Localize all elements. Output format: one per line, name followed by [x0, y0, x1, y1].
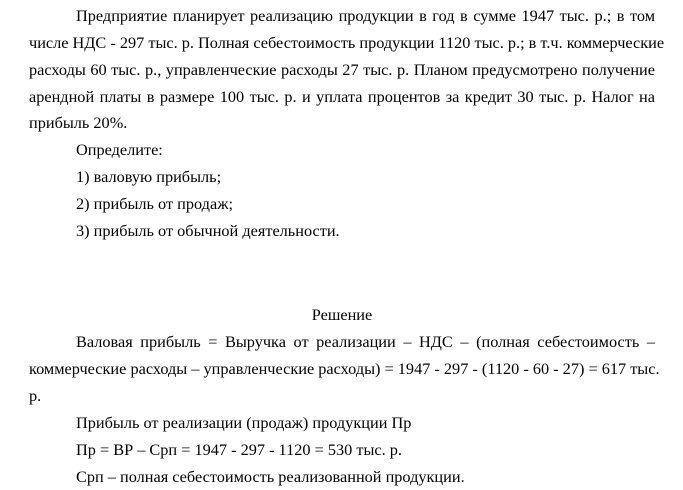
problem-line-3: расходы 60 тыс. р., управленческие расходы 27 тыс. р. Планом предусмотрено получение	[29, 60, 655, 79]
task-item-2: 2) прибыль от продаж;	[76, 194, 233, 213]
srp-definition: Срп – полная себестоимость реализованной продукции.	[76, 467, 465, 486]
gross-profit-line-1: Валовая прибыль = Выручка от реализации – НДС – (полная себестоимость –	[76, 332, 655, 351]
sales-profit-title: Прибыль от реализации (продаж) продукции Пр	[76, 413, 412, 432]
problem-line-1: Предприятие планирует реализацию продукции в год в сумме 1947 тыс. р.; в том	[76, 6, 655, 25]
task-heading: Определите:	[76, 140, 163, 159]
gross-profit-line-3: р.	[29, 386, 42, 405]
problem-line-5: прибыль 20%.	[29, 113, 128, 132]
gross-profit-line-2: коммерческие расходы – управленческие расходы) = 1947 - 297 - (1120 - 60 - 27) = 617 тыс.	[29, 359, 660, 378]
sales-profit-formula: Пр = ВР – Срп = 1947 - 297 - 1120 = 530 тыс. р.	[76, 440, 402, 459]
problem-line-4: арендной платы в размере 100 тыс. р. и уплата процентов за кредит 30 тыс. р. Налог на	[29, 87, 655, 106]
task-item-3: 3) прибыль от обычной деятельности.	[76, 221, 340, 240]
problem-line-2: числе НДС - 297 тыс. р. Полная себестоимость продукции 1120 тыс. р.; в т.ч. коммерческие	[29, 33, 665, 52]
solution-heading: Решение	[311, 305, 373, 324]
task-item-1: 1) валовую прибыль;	[76, 167, 222, 186]
